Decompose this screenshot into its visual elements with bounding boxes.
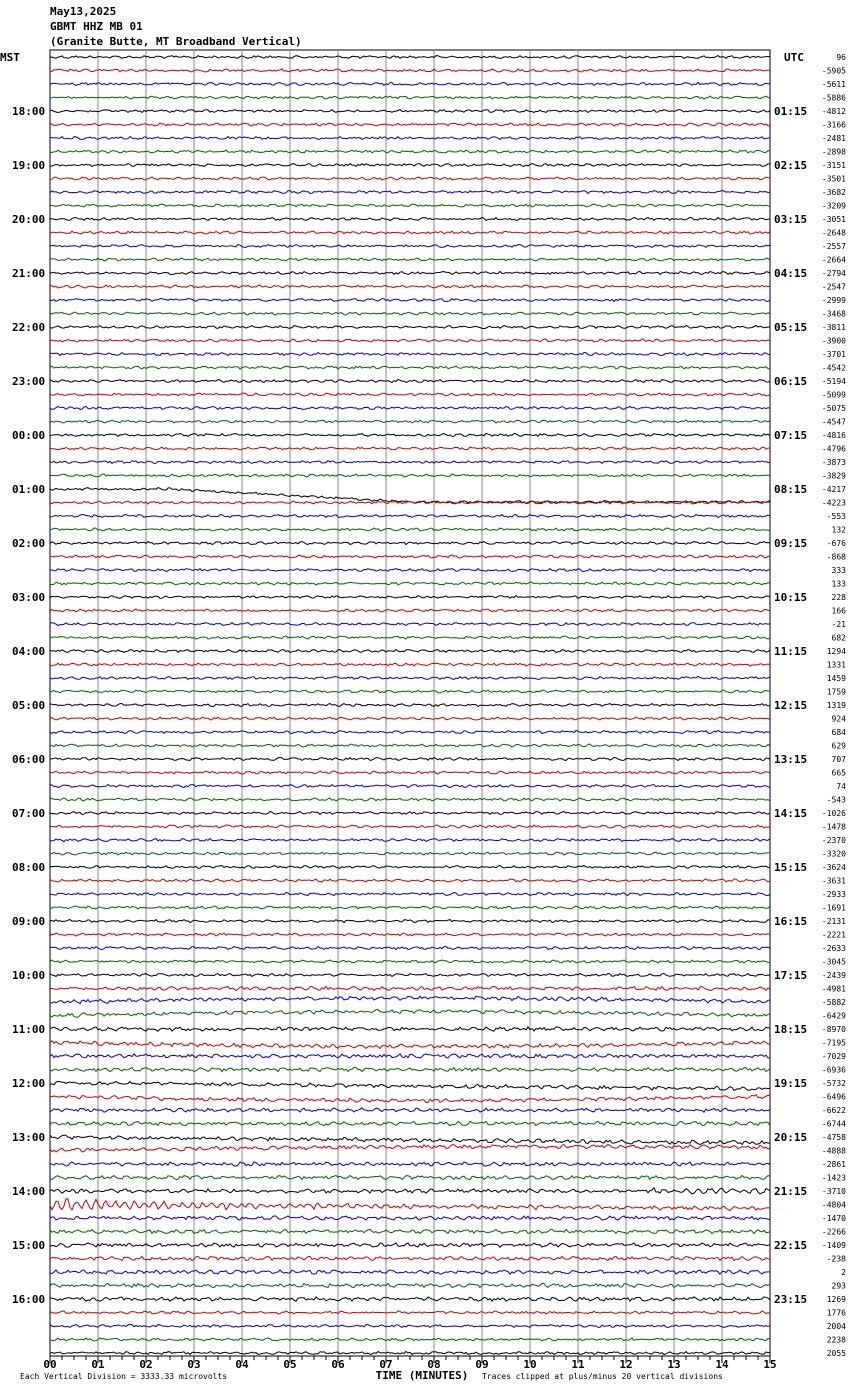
trace-offset-label: -2898	[821, 147, 846, 157]
seismic-trace	[50, 1243, 770, 1247]
trace-offset-label: -7195	[821, 1038, 846, 1048]
trace-offset-label: -3209	[821, 201, 846, 211]
trace-offset-label: -3829	[821, 471, 846, 481]
trace-offset-label: -1691	[821, 903, 846, 913]
trace-offset-label: -3811	[821, 323, 846, 332]
trace-offset-label: -2999	[821, 296, 846, 305]
trace-offset-label: -4758	[821, 1133, 846, 1142]
trace-offset-label: -6429	[821, 1011, 846, 1021]
trace-offset-label: -5194	[821, 377, 846, 386]
trace-offset-label: -2664	[821, 255, 846, 265]
trace-offset-label: -2481	[821, 134, 846, 143]
right-time-label: 17:15	[774, 969, 808, 982]
trace-offset-label: -1409	[821, 1241, 846, 1250]
trace-offset-label: 1459	[826, 674, 846, 683]
seismic-trace	[50, 515, 770, 518]
seismic-trace	[50, 663, 770, 666]
left-time-label: 00:00	[12, 429, 46, 442]
trace-offset-label: 1319	[826, 701, 846, 710]
trace-offset-label: -4796	[821, 444, 846, 454]
left-time-label: 03:00	[12, 591, 46, 604]
trace-offset-label: -3151	[821, 161, 846, 170]
trace-offset-label: -3320	[821, 849, 846, 859]
seismic-trace	[50, 623, 770, 626]
trace-offset-label: -4981	[821, 984, 846, 994]
trace-offset-label: -2266	[821, 1227, 846, 1237]
trace-offset-label: -3701	[821, 350, 846, 359]
x-tick-label: 04	[235, 1358, 249, 1371]
seismic-trace	[50, 1108, 770, 1112]
seismic-trace	[50, 893, 770, 896]
seismic-trace	[50, 339, 770, 342]
seismic-trace	[50, 920, 770, 923]
left-axis-label: MST	[0, 51, 20, 64]
seismic-trace	[50, 1297, 770, 1301]
x-tick-label: 03	[187, 1358, 201, 1371]
trace-offset-label: 1294	[826, 647, 846, 656]
trace-offset-label: -3051	[821, 215, 846, 224]
trace-offset-label: -2439	[821, 971, 846, 980]
seismic-trace	[50, 839, 770, 842]
x-tick-label: 15	[763, 1358, 777, 1371]
left-time-label: 23:00	[12, 375, 46, 388]
trace-offset-label: 2	[841, 1268, 846, 1277]
trace-offset-label: -676	[826, 539, 846, 548]
seismic-trace	[50, 1188, 770, 1194]
x-tick-label: 14	[715, 1358, 729, 1371]
right-time-label: 03:15	[774, 213, 808, 226]
seismic-trace	[50, 1081, 770, 1090]
trace-offset-label: -4547	[821, 417, 846, 427]
left-time-label: 12:00	[12, 1077, 46, 1090]
trace-offset-label: 333	[831, 566, 846, 575]
trace-offset-label: 133	[831, 579, 846, 589]
trace-offset-label: 166	[831, 606, 846, 616]
left-time-label: 06:00	[12, 753, 46, 766]
x-tick-label: 05	[283, 1358, 297, 1371]
trace-offset-label: 228	[831, 593, 846, 602]
seismic-trace	[50, 785, 770, 788]
right-time-label: 16:15	[774, 915, 808, 928]
trace-offset-label: -3624	[821, 863, 846, 872]
seismic-trace	[50, 380, 770, 383]
right-time-label: 06:15	[774, 375, 808, 388]
x-axis-title: TIME (MINUTES)	[375, 1369, 469, 1382]
trace-offset-label: 2004	[826, 1322, 846, 1331]
trace-offset-label: -6744	[821, 1119, 846, 1129]
seismic-trace	[50, 177, 770, 180]
trace-offset-label: -5882	[821, 998, 846, 1007]
seismic-trace	[50, 218, 770, 221]
trace-offset-label: -4812	[821, 107, 846, 116]
trace-offset-label: 2238	[826, 1335, 846, 1345]
trace-offset-label: 293	[831, 1281, 846, 1291]
trace-offset-label: -1026	[821, 809, 846, 818]
left-time-label: 20:00	[12, 213, 46, 226]
right-time-label: 22:15	[774, 1239, 808, 1252]
trace-offset-label: -3045	[821, 957, 846, 967]
seismic-trace	[50, 1135, 770, 1145]
left-time-label: 21:00	[12, 267, 46, 280]
seismic-trace	[50, 164, 770, 167]
trace-offset-label: 1776	[826, 1308, 846, 1318]
seismic-trace	[50, 542, 770, 545]
seismic-trace	[50, 1199, 770, 1211]
trace-offset-label: -6622	[821, 1106, 846, 1115]
right-time-label: 14:15	[774, 807, 808, 820]
trace-offset-label: -7029	[821, 1052, 846, 1061]
seismic-trace	[50, 812, 770, 815]
seismic-trace	[50, 528, 770, 531]
right-time-label: 08:15	[774, 483, 808, 496]
station-description: (Granite Butte, MT Broadband Vertical)	[50, 35, 302, 48]
x-tick-label: 10	[523, 1358, 537, 1371]
trace-offset-label: -4223	[821, 498, 846, 508]
x-tick-label: 13	[667, 1358, 681, 1371]
right-time-label: 07:15	[774, 429, 808, 442]
trace-offset-label: -2131	[821, 917, 846, 926]
trace-offset-label: 1269	[826, 1295, 846, 1304]
right-time-label: 12:15	[774, 699, 808, 712]
seismic-trace	[50, 272, 770, 275]
seismic-trace	[50, 866, 770, 869]
left-time-label: 16:00	[12, 1293, 46, 1306]
trace-offset-label: -2557	[821, 242, 846, 251]
left-time-label: 10:00	[12, 969, 46, 982]
trace-offset-label: -6496	[821, 1092, 846, 1102]
trace-offset-label: -2861	[821, 1160, 846, 1169]
right-time-label: 04:15	[774, 267, 808, 280]
seismic-trace	[50, 717, 770, 720]
trace-offset-label: 707	[831, 755, 846, 764]
seismic-trace	[50, 393, 770, 396]
seismic-trace	[50, 986, 770, 990]
seismic-trace	[50, 974, 770, 977]
seismic-trace	[50, 488, 770, 504]
x-tick-label: 02	[139, 1358, 153, 1371]
seismic-trace	[50, 474, 770, 477]
seismic-trace	[50, 191, 770, 194]
seismic-trace	[50, 285, 770, 288]
station-name: GBMT HHZ MB 01	[50, 20, 143, 33]
trace-offset-label: -2648	[821, 228, 846, 238]
seismic-trace	[50, 123, 770, 126]
seismic-trace	[50, 1027, 770, 1031]
left-time-label: 01:00	[12, 483, 46, 496]
trace-offset-label: 924	[831, 714, 846, 724]
seismic-trace	[50, 1352, 770, 1355]
seismic-trace	[50, 677, 770, 680]
seismic-trace	[50, 596, 770, 599]
trace-offset-label: -4816	[821, 431, 846, 440]
seismic-trace	[50, 1145, 770, 1153]
seismic-trace	[50, 56, 770, 59]
right-time-label: 01:15	[774, 105, 808, 118]
seismic-trace	[50, 825, 770, 828]
trace-offset-label: 74	[836, 782, 846, 791]
right-time-label: 19:15	[774, 1077, 808, 1090]
trace-offset-label: -21	[831, 620, 846, 629]
right-time-label: 05:15	[774, 321, 808, 334]
seismic-trace	[50, 879, 770, 882]
seismic-trace	[50, 798, 770, 801]
trace-offset-label: -3468	[821, 309, 846, 319]
left-time-label: 13:00	[12, 1131, 46, 1144]
right-time-label: 09:15	[774, 537, 808, 550]
seismic-trace	[50, 771, 770, 774]
footer-scale-note: Each Vertical Division = 3333.33 microvolts	[20, 1372, 228, 1381]
left-time-label: 19:00	[12, 159, 46, 172]
seismic-trace	[50, 1283, 770, 1287]
seismic-trace	[50, 569, 770, 572]
trace-offset-label: -1423	[821, 1173, 846, 1183]
left-time-label: 05:00	[12, 699, 46, 712]
x-tick-label: 11	[571, 1358, 585, 1371]
seismic-trace	[50, 461, 770, 464]
seismic-trace	[50, 434, 770, 437]
seismic-trace	[50, 852, 770, 855]
trace-offset-label: -5611	[821, 80, 846, 89]
x-tick-label: 08	[427, 1358, 441, 1371]
seismic-trace	[50, 1216, 770, 1220]
seismic-trace	[50, 258, 770, 261]
right-time-label: 10:15	[774, 591, 808, 604]
seismic-trace	[50, 1256, 770, 1260]
seismic-trace	[50, 407, 770, 410]
trace-offset-label: -2370	[821, 836, 846, 845]
seismic-trace	[50, 1270, 770, 1274]
trace-offset-label: -553	[826, 512, 846, 521]
x-tick-label: 06	[331, 1358, 345, 1371]
trace-offset-label: -4217	[821, 485, 846, 494]
trace-offset-label: 132	[831, 525, 846, 535]
trace-offset-label: -3631	[821, 876, 846, 886]
trace-offset-label: -2794	[821, 269, 846, 278]
seismic-trace	[50, 1067, 770, 1071]
seismic-trace	[50, 150, 770, 153]
left-time-label: 07:00	[12, 807, 46, 820]
left-time-label: 11:00	[12, 1023, 46, 1036]
right-time-label: 18:15	[774, 1023, 808, 1036]
x-tick-label: 07	[379, 1358, 393, 1371]
footer-clip-note: Traces clipped at plus/minus 20 vertical divisions	[482, 1372, 723, 1381]
left-time-label: 08:00	[12, 861, 46, 874]
seismic-trace	[50, 69, 770, 72]
trace-offset-label: -238	[826, 1254, 846, 1264]
seismic-trace	[50, 731, 770, 734]
seismic-trace	[50, 1010, 770, 1018]
left-time-label: 14:00	[12, 1185, 46, 1198]
right-time-label: 02:15	[774, 159, 808, 172]
trace-offset-label: -5099	[821, 390, 846, 400]
right-time-label: 15:15	[774, 861, 808, 874]
trace-offset-label: 684	[831, 728, 846, 737]
trace-offset-label: -2933	[821, 890, 846, 899]
seismic-trace	[50, 96, 770, 99]
seismic-trace	[50, 204, 770, 207]
seismic-trace	[50, 1338, 770, 1341]
seismic-trace	[50, 744, 770, 747]
left-time-label: 04:00	[12, 645, 46, 658]
seismic-trace	[50, 353, 770, 356]
trace-offset-label: -2547	[821, 282, 846, 292]
seismic-trace	[50, 947, 770, 950]
trace-offset-label: -3682	[821, 188, 846, 197]
seismic-trace	[50, 312, 770, 315]
trace-offset-label: -3900	[821, 336, 846, 346]
seismic-trace	[50, 245, 770, 248]
left-time-label: 15:00	[12, 1239, 46, 1252]
seismic-trace	[50, 299, 770, 302]
right-time-label: 13:15	[774, 753, 808, 766]
trace-offset-label: -3166	[821, 120, 846, 130]
trace-offset-label: -4888	[821, 1146, 846, 1156]
trace-offset-label: -2221	[821, 930, 846, 940]
trace-offset-label: -1478	[821, 822, 846, 832]
trace-offset-label: 1331	[826, 660, 846, 670]
seismic-trace	[50, 609, 770, 612]
seismic-trace	[50, 555, 770, 558]
right-time-label: 21:15	[774, 1185, 808, 1198]
left-time-label: 18:00	[12, 105, 46, 118]
seismic-trace	[50, 1311, 770, 1314]
trace-offset-label: -543	[826, 795, 846, 805]
trace-offset-label: -5075	[821, 404, 846, 413]
trace-offset-label: -5905	[821, 66, 846, 76]
seismic-trace	[50, 1325, 770, 1328]
seismic-trace	[50, 582, 770, 585]
trace-offset-label: -3710	[821, 1187, 846, 1196]
seismic-trace	[50, 447, 770, 450]
trace-offset-label: 665	[831, 768, 846, 778]
left-time-label: 02:00	[12, 537, 46, 550]
seismic-trace	[50, 758, 770, 761]
left-time-label: 09:00	[12, 915, 46, 928]
trace-offset-label: -6936	[821, 1065, 846, 1075]
seismic-trace	[50, 690, 770, 693]
seismic-trace	[50, 1229, 770, 1233]
trace-offset-label: 1759	[826, 687, 846, 697]
x-tick-label: 09	[475, 1358, 489, 1371]
trace-offset-label: -868	[826, 552, 846, 562]
seismic-trace	[50, 1175, 770, 1179]
seismic-trace	[50, 366, 770, 369]
trace-offset-label: -1470	[821, 1214, 846, 1223]
right-axis-label: UTC	[784, 51, 804, 64]
seismic-trace	[50, 1041, 770, 1049]
seismic-trace	[50, 110, 770, 113]
trace-offset-label: -3501	[821, 174, 846, 184]
seismic-trace	[50, 420, 770, 423]
right-time-label: 23:15	[774, 1293, 808, 1306]
seismic-trace	[50, 636, 770, 639]
left-time-label: 22:00	[12, 321, 46, 334]
trace-offset-label: -5886	[821, 93, 846, 103]
seismic-trace	[50, 960, 770, 963]
x-tick-label: 12	[619, 1358, 633, 1371]
seismic-trace	[50, 933, 770, 936]
trace-offset-label: 629	[831, 741, 846, 751]
seismic-trace	[50, 326, 770, 329]
x-tick-label: 00	[43, 1358, 57, 1371]
seismic-trace	[50, 906, 770, 909]
trace-offset-label: 2055	[826, 1349, 846, 1358]
trace-offset-label: -4542	[821, 363, 846, 373]
seismic-trace	[50, 83, 770, 86]
trace-offset-label: -2633	[821, 944, 846, 953]
trace-offset-label: -3873	[821, 458, 846, 467]
seismic-trace	[50, 1054, 770, 1058]
trace-offset-label: 96	[836, 53, 846, 62]
seismic-trace	[50, 1095, 770, 1103]
seismic-trace	[50, 137, 770, 140]
plot-date: May13,2025	[50, 5, 117, 18]
seismic-trace	[50, 1121, 770, 1125]
seismic-trace	[50, 996, 770, 1003]
trace-offset-label: -5732	[821, 1079, 846, 1088]
trace-offset-label: -8970	[821, 1025, 846, 1034]
right-time-label: 20:15	[774, 1131, 808, 1144]
seismic-trace	[50, 650, 770, 653]
trace-offset-label: -4804	[821, 1200, 846, 1210]
x-tick-label: 01	[91, 1358, 105, 1371]
right-time-label: 11:15	[774, 645, 808, 658]
seismic-trace	[50, 231, 770, 234]
seismic-trace	[50, 1162, 770, 1166]
seismic-trace	[50, 704, 770, 707]
trace-offset-label: 682	[831, 633, 846, 643]
